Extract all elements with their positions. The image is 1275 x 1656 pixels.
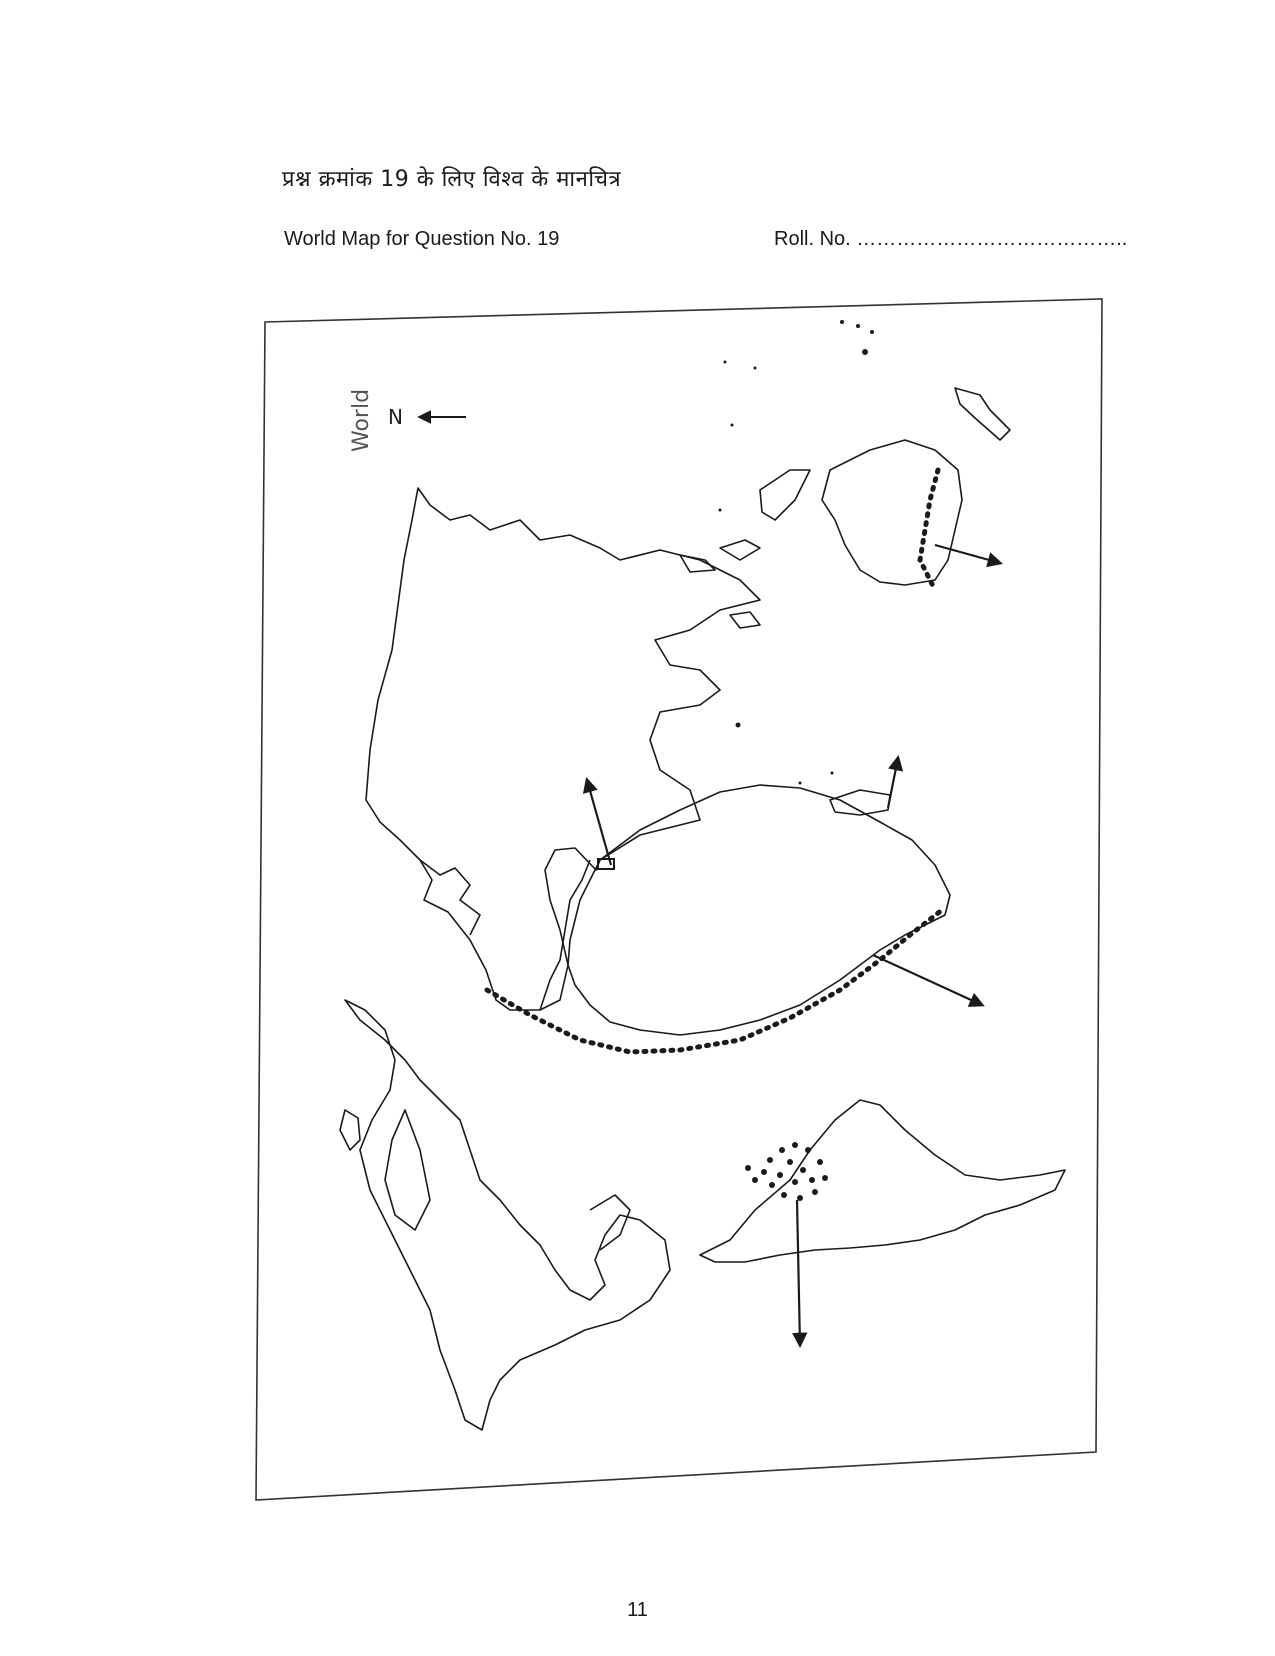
map-frame bbox=[256, 299, 1102, 1500]
north-label: N bbox=[388, 405, 403, 429]
indian-ocean-arrow-icon bbox=[873, 955, 982, 1005]
japan bbox=[760, 470, 810, 520]
roll-number-field: Roll. No. ………………………………….. bbox=[774, 228, 1128, 250]
english-title: World Map for Question No. 19 bbox=[284, 228, 560, 250]
continent-australia bbox=[822, 440, 962, 585]
uk-islands bbox=[340, 1110, 360, 1150]
atlantic-arrow-icon bbox=[888, 758, 898, 808]
new-zealand bbox=[955, 388, 1010, 440]
greenland bbox=[385, 1110, 430, 1230]
hindi-title: प्रश्न क्रमांक 19 के लिए विश्व के मानचित्र bbox=[282, 167, 622, 192]
page-number: 11 bbox=[627, 1599, 648, 1621]
indonesia-islands bbox=[680, 540, 760, 628]
pacific-islands bbox=[719, 320, 875, 785]
north-america-detail bbox=[590, 1195, 630, 1250]
map-title: World bbox=[349, 388, 374, 452]
amazon-tree bbox=[745, 1142, 828, 1201]
continent-north-america bbox=[345, 1000, 670, 1430]
continent-asia bbox=[366, 488, 760, 1010]
amazon-arrow-icon bbox=[797, 1200, 800, 1345]
gulf-arrow-icon bbox=[587, 780, 611, 865]
arctic-arrow-icon bbox=[935, 545, 1000, 563]
india-coast bbox=[420, 860, 480, 935]
continent-africa bbox=[568, 785, 950, 1035]
arctic-dotted-line bbox=[920, 470, 938, 590]
